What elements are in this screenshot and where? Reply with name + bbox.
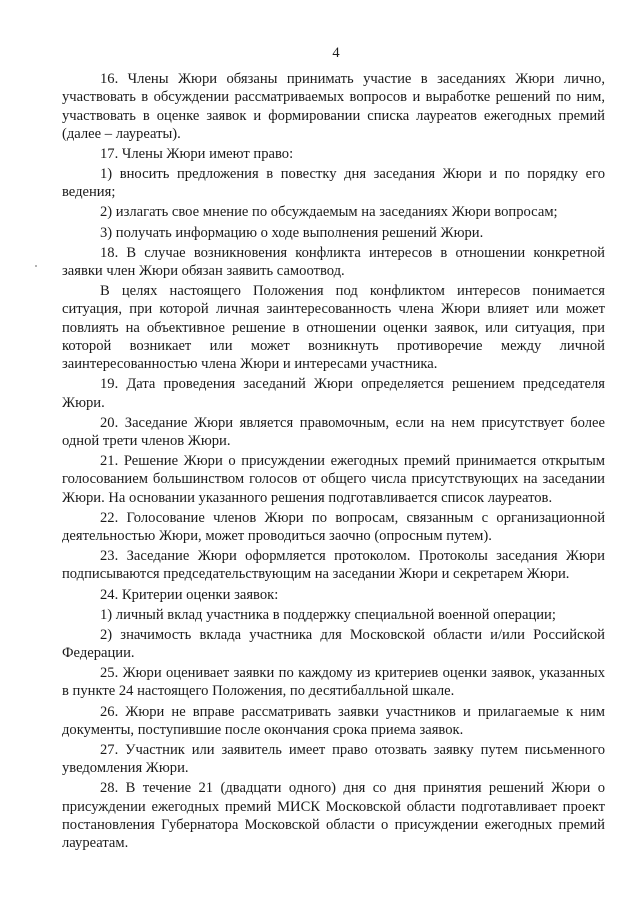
paragraph-17-item-3: 3) получать информацию о ходе выполнения решений Жюри.: [100, 224, 484, 241]
page-number: 4: [332, 45, 340, 61]
paragraph-18-definition: В целях настоящего Положения под конфликтом интересов понимается ситуация, при которой личная заинтересованность члена Жюри влияет или может повлиять на объективное решение в отношении оценки заявок, или ситуация, при которой возникает или может возникнуть противоречие между личной заинтересованностью члена Жюри и интересами участника.: [62, 283, 605, 373]
paragraph-17: 17. Члены Жюри имеют право:: [100, 145, 294, 162]
paragraph-17-item-2: 2) излагать свое мнение по обсуждаемым на заседаниях Жюри вопросам;: [100, 204, 558, 221]
paragraph-25: 25. Жюри оценивает заявки по каждому из критериев оценки заявок, указанных в пункте 24 настоящего Положения, по десятибалльной шкале.: [62, 665, 605, 700]
paragraph-21: 21. Решение Жюри о присуждении ежегодных премий принимается открытым голосованием большинством голосов от общего числа присутствующих на заседании Жюри. На основании указанного решения подготавливается список лауреатов.: [62, 453, 605, 506]
paragraph-28: 28. В течение 21 (двадцати одного) дня со дня принятия решений Жюри о присуждении ежегодных премий МИСК Московской области подготавливает проект постановления Губернатора Московской области о присуждении ежегодных премий лауреатам.: [62, 780, 605, 852]
document-body: [62, 70, 605, 853]
paragraph-23: 23. Заседание Жюри оформляется протоколом. Протоколы заседания Жюри подписываются председательствующим на заседании Жюри и секретарем Жюри.: [62, 548, 605, 583]
paragraph-27: 27. Участник или заявитель имеет право отозвать заявку путем письменного уведомления Жюри.: [62, 741, 605, 777]
paragraph-22: 22. Голосование членов Жюри по вопросам, связанным с организационной деятельностью Жюри, может проводиться заочно (опросным путем).: [62, 509, 605, 545]
margin-mark: [35, 265, 37, 267]
paragraph-17-item-1: 1) вносить предложения в повестку дня заседания Жюри и по порядку его ведения;: [62, 166, 605, 201]
paragraph-24-item-1: 1) личный вклад участника в поддержку специальной военной операции;: [100, 606, 556, 623]
paragraph-24: 24. Критерии оценки заявок:: [100, 586, 279, 603]
paragraph-16: 16. Члены Жюри обязаны принимать участие в заседаниях Жюри лично, участвовать в обсуждении рассматриваемых вопросов и выработке решений по ним, участвовать в оценке заявок и формировании списка лауреатов ежегодных премий (далее – лауреаты).: [62, 71, 605, 142]
paragraph-18: 18. В случае возникновения конфликта интересов в отношении конкретной заявки член Жюри обязан заявить самоотвод.: [62, 244, 605, 279]
paragraph-26: 26. Жюри не вправе рассматривать заявки участников и прилагаемые к ним документы, поступившие после окончания срока приема заявок.: [62, 703, 605, 738]
paragraph-20: 20. Заседание Жюри является правомочным, если на нем присутствует более одной трети членов Жюри.: [62, 414, 605, 450]
paragraph-19: 19. Дата проведения заседаний Жюри определяется решением председателя Жюри.: [62, 376, 605, 411]
paragraph-24-item-2: 2) значимость вклада участника для Московской области и/или Российской Федерации.: [62, 626, 605, 662]
